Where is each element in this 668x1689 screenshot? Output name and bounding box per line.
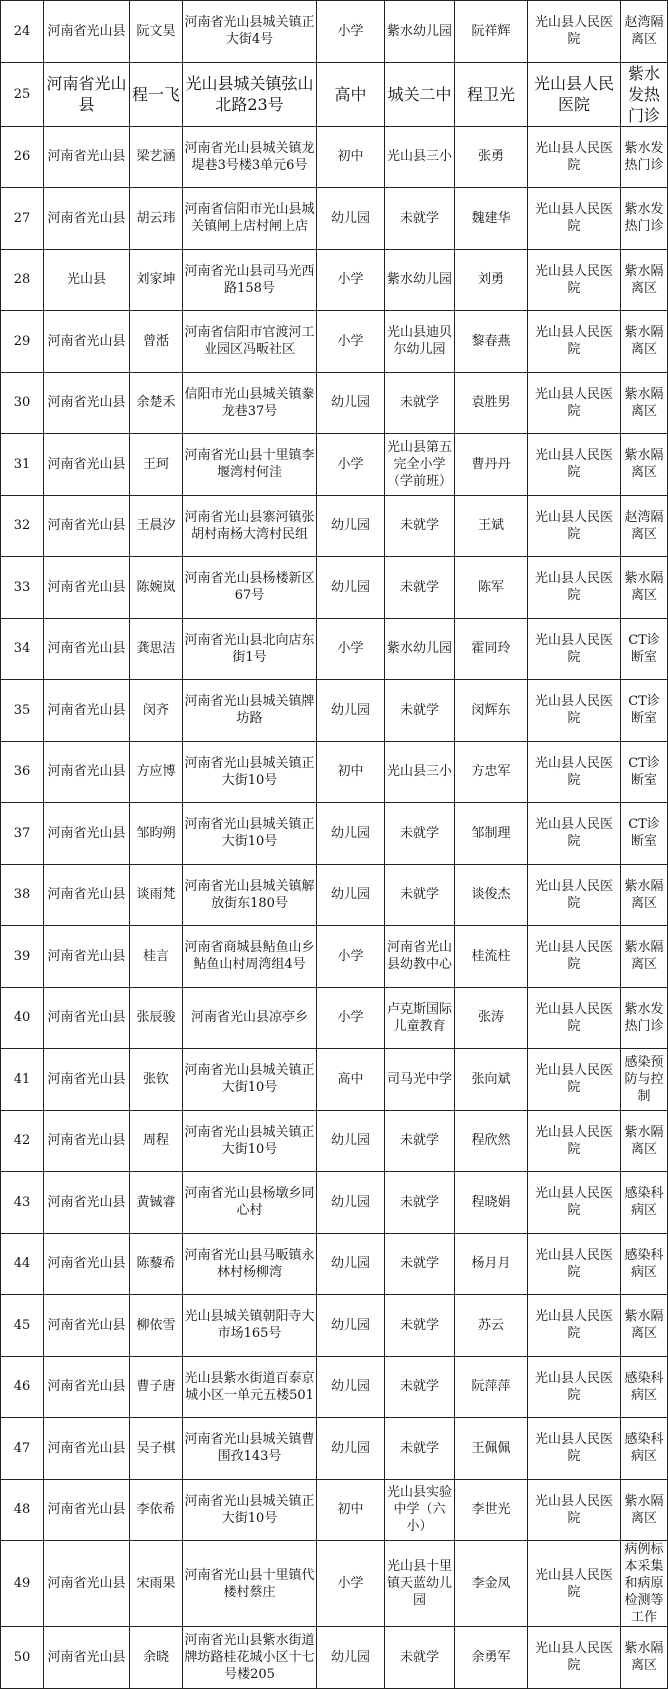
row-number: 46 [1,1356,44,1418]
school-cell: 未就学 [385,1110,455,1172]
home-address-cell: 河南省光山县凉亭乡 [183,987,317,1049]
home-address-cell: 河南省光山县北向店东街1号 [183,618,317,680]
address-cell: 河南省光山县 [44,926,130,988]
parent-name-cell: 刘勇 [455,249,528,311]
parent-name-cell: 张涛 [455,987,528,1049]
school-level-cell: 高中 [317,62,385,126]
row-number: 41 [1,1049,44,1111]
home-address-cell: 光山县城关镇朝阳寺大市场165号 [183,1295,317,1357]
school-cell: 未就学 [385,372,455,434]
school-level-cell: 幼儿园 [317,1233,385,1295]
parent-name-cell: 程晓娟 [455,1172,528,1234]
school-level-cell: 幼儿园 [317,188,385,250]
name-cell: 刘家坤 [130,249,183,311]
hospital-cell: 光山县人民医院 [528,987,621,1049]
school-level-cell: 幼儿园 [317,1356,385,1418]
department-cell: CT诊断室 [621,741,668,803]
table-row [1,434,668,496]
address-cell: 河南省光山县 [44,372,130,434]
school-level-cell: 幼儿园 [317,1110,385,1172]
address-cell: 河南省光山县 [44,987,130,1049]
table-row [1,126,668,188]
row-number: 28 [1,249,44,311]
home-address-cell: 河南省信阳市光山县城关镇闸上店村闸上店 [183,188,317,250]
school-level-cell: 幼儿园 [317,1295,385,1357]
parent-name-cell: 阮萍萍 [455,1356,528,1418]
department-cell: CT诊断室 [621,803,668,865]
table-row [1,188,668,250]
parent-name-cell: 程卫光 [455,62,528,126]
parent-name-cell: 王佩佩 [455,1418,528,1480]
row-number: 48 [1,1479,44,1541]
parent-name-cell: 张向斌 [455,1049,528,1111]
row-number: 34 [1,618,44,680]
row-number: 42 [1,1110,44,1172]
hospital-cell: 光山县人民医院 [528,434,621,496]
department-cell: 紫水隔离区 [621,1110,668,1172]
parent-name-cell: 李金凤 [455,1541,528,1627]
department-cell: 紫水隔离区 [621,1295,668,1357]
table-row [1,249,668,311]
department-cell: 紫水发热门诊 [621,126,668,188]
home-address-cell: 河南省光山县城关镇曹围孜143号 [183,1418,317,1480]
hospital-cell: 光山县人民医院 [528,311,621,373]
row-number: 30 [1,372,44,434]
row-number: 26 [1,126,44,188]
parent-name-cell: 阮祥辉 [455,1,528,63]
name-cell: 王珂 [130,434,183,496]
hospital-cell: 光山县人民医院 [528,741,621,803]
table-row [1,1172,668,1234]
school-level-cell: 幼儿园 [317,1627,385,1689]
address-cell: 河南省光山县 [44,1295,130,1357]
table-row [1,1627,668,1689]
name-cell: 阮文昊 [130,1,183,63]
school-level-cell: 幼儿园 [317,557,385,619]
address-cell: 河南省光山县 [44,62,130,126]
department-cell: 紫水发热门诊 [621,987,668,1049]
school-level-cell: 幼儿园 [317,1418,385,1480]
address-cell: 河南省光山县 [44,557,130,619]
hospital-cell: 光山县人民医院 [528,1627,621,1689]
name-cell: 梁艺涵 [130,126,183,188]
address-cell: 河南省光山县 [44,1110,130,1172]
hospital-cell: 光山县人民医院 [528,1110,621,1172]
table-row [1,1049,668,1111]
row-number: 29 [1,311,44,373]
school-level-cell: 小学 [317,249,385,311]
parent-name-cell: 陈军 [455,557,528,619]
school-level-cell: 初中 [317,126,385,188]
home-address-cell: 河南省光山县紫水街道牌坊路桂花城小区十七号楼205 [183,1627,317,1689]
home-address-cell: 河南省光山县城关镇正大街10号 [183,1110,317,1172]
hospital-cell: 光山县人民医院 [528,557,621,619]
row-number: 44 [1,1233,44,1295]
parent-name-cell: 邹制理 [455,803,528,865]
hospital-cell: 光山县人民医院 [528,1356,621,1418]
table-row [1,1356,668,1418]
school-cell: 司马光中学 [385,1049,455,1111]
school-level-cell: 幼儿园 [317,803,385,865]
address-cell: 河南省光山县 [44,680,130,742]
school-cell: 未就学 [385,495,455,557]
parent-name-cell: 王斌 [455,495,528,557]
department-cell: 赵湾隔离区 [621,495,668,557]
name-cell: 程一飞 [130,62,183,126]
parent-name-cell: 霍同玲 [455,618,528,680]
school-level-cell: 幼儿园 [317,680,385,742]
parent-name-cell: 魏建华 [455,188,528,250]
department-cell: 紫水隔离区 [621,434,668,496]
home-address-cell: 河南省光山县杨楼新区67号 [183,557,317,619]
home-address-cell: 河南省光山县杨墩乡同心村 [183,1172,317,1234]
hospital-cell: 光山县人民医院 [528,803,621,865]
name-cell: 张钦 [130,1049,183,1111]
home-address-cell: 河南省光山县马畈镇永林村杨柳湾 [183,1233,317,1295]
address-cell: 河南省光山县 [44,1541,130,1627]
home-address-cell: 河南省商城县鲇鱼山乡鲇鱼山村周湾组4号 [183,926,317,988]
name-cell: 方应博 [130,741,183,803]
table-row [1,1418,668,1480]
school-level-cell: 幼儿园 [317,1172,385,1234]
name-cell: 曹子唐 [130,1356,183,1418]
row-number: 43 [1,1172,44,1234]
school-cell: 紫水幼儿园 [385,1,455,63]
hospital-cell: 光山县人民医院 [528,1418,621,1480]
row-number: 33 [1,557,44,619]
table-row [1,62,668,126]
name-cell: 闵齐 [130,680,183,742]
parent-name-cell: 方忠军 [455,741,528,803]
table-row [1,987,668,1049]
school-cell: 光山县三小 [385,126,455,188]
hospital-cell: 光山县人民医院 [528,864,621,926]
school-cell: 紫水幼儿园 [385,249,455,311]
name-cell: 柳依雪 [130,1295,183,1357]
school-cell: 未就学 [385,1356,455,1418]
home-address-cell: 河南省光山县城关镇正大街10号 [183,803,317,865]
department-cell: 紫水隔离区 [621,311,668,373]
name-cell: 张辰骏 [130,987,183,1049]
school-level-cell: 幼儿园 [317,864,385,926]
school-level-cell: 幼儿园 [317,372,385,434]
table-row [1,1541,668,1627]
address-cell: 河南省光山县 [44,1172,130,1234]
hospital-cell: 光山县人民医院 [528,1172,621,1234]
row-number: 40 [1,987,44,1049]
school-cell: 未就学 [385,1295,455,1357]
address-cell: 河南省光山县 [44,311,130,373]
school-cell: 未就学 [385,803,455,865]
hospital-cell: 光山县人民医院 [528,1049,621,1111]
hospital-cell: 光山县人民医院 [528,1541,621,1627]
table-row [1,864,668,926]
name-cell: 王晨汐 [130,495,183,557]
address-cell: 河南省光山县 [44,1356,130,1418]
name-cell: 谈雨梵 [130,864,183,926]
name-cell: 桂言 [130,926,183,988]
table-row [1,1233,668,1295]
name-cell: 黄铖睿 [130,1172,183,1234]
school-cell: 光山县三小 [385,741,455,803]
row-number: 50 [1,1627,44,1689]
department-cell: 紫水隔离区 [621,864,668,926]
home-address-cell: 河南省光山县寨河镇张胡村南杨大湾村民组 [183,495,317,557]
hospital-cell: 光山县人民医院 [528,372,621,434]
school-level-cell: 小学 [317,311,385,373]
hospital-cell: 光山县人民医院 [528,62,621,126]
school-cell: 未就学 [385,188,455,250]
table-row [1,372,668,434]
department-cell: 赵湾隔离区 [621,1,668,63]
table-row [1,803,668,865]
school-level-cell: 小学 [317,926,385,988]
hospital-cell: 光山县人民医院 [528,1233,621,1295]
name-cell: 吴子棋 [130,1418,183,1480]
home-address-cell: 光山县城关镇弦山北路23号 [183,62,317,126]
table-row [1,1,668,63]
row-number: 32 [1,495,44,557]
home-address-cell: 河南省光山县城关镇正大街10号 [183,1049,317,1111]
school-cell: 未就学 [385,1172,455,1234]
table-row [1,926,668,988]
school-cell: 紫水幼儿园 [385,618,455,680]
department-cell: 感染科病区 [621,1356,668,1418]
row-number: 49 [1,1541,44,1627]
hospital-cell: 光山县人民医院 [528,495,621,557]
department-cell: 紫水发热门诊 [621,188,668,250]
department-cell: 紫水隔离区 [621,1479,668,1541]
school-cell: 未就学 [385,1627,455,1689]
home-address-cell: 河南省光山县城关镇正大街10号 [183,741,317,803]
home-address-cell: 河南省光山县十里镇代楼村蔡庄 [183,1541,317,1627]
name-cell: 龚思洁 [130,618,183,680]
hospital-cell: 光山县人民医院 [528,126,621,188]
row-number: 25 [1,62,44,126]
name-cell: 宋雨果 [130,1541,183,1627]
row-number: 47 [1,1418,44,1480]
school-cell: 未就学 [385,864,455,926]
school-cell: 卢克斯国际儿童教育 [385,987,455,1049]
address-cell: 河南省光山县 [44,126,130,188]
address-cell: 河南省光山县 [44,1418,130,1480]
department-cell: 紫水隔离区 [621,249,668,311]
parent-name-cell: 张勇 [455,126,528,188]
parent-name-cell: 谈俊杰 [455,864,528,926]
home-address-cell: 光山县紫水街道百泰京城小区一单元五楼501 [183,1356,317,1418]
row-number: 36 [1,741,44,803]
table-body [1,1,668,1689]
row-number: 39 [1,926,44,988]
parent-name-cell: 曹丹丹 [455,434,528,496]
hospital-cell: 光山县人民医院 [528,1295,621,1357]
school-level-cell: 幼儿园 [317,495,385,557]
home-address-cell: 河南省信阳市官渡河工业园区冯畈社区 [183,311,317,373]
parent-name-cell: 袁胜男 [455,372,528,434]
department-cell: 紫水发热门诊 [621,62,668,126]
home-address-cell: 河南省光山县城关镇牌坊路 [183,680,317,742]
address-cell: 河南省光山县 [44,864,130,926]
department-cell: CT诊断室 [621,680,668,742]
name-cell: 余楚禾 [130,372,183,434]
department-cell: 感染科病区 [621,1233,668,1295]
school-cell: 光山县实验中学（六小） [385,1479,455,1541]
department-cell: 病例标本采集和病原检测等工作 [621,1541,668,1627]
row-number: 38 [1,864,44,926]
row-number: 31 [1,434,44,496]
name-cell: 陈婉岚 [130,557,183,619]
department-cell: CT诊断室 [621,618,668,680]
school-cell: 光山县第五完全小学（学前班） [385,434,455,496]
row-number: 37 [1,803,44,865]
school-level-cell: 小学 [317,1,385,63]
school-cell: 未就学 [385,1418,455,1480]
address-cell: 河南省光山县 [44,618,130,680]
department-cell: 紫水隔离区 [621,557,668,619]
address-cell: 河南省光山县 [44,434,130,496]
school-cell: 河南省光山县幼教中心 [385,926,455,988]
row-number: 24 [1,1,44,63]
hospital-cell: 光山县人民医院 [528,188,621,250]
parent-name-cell: 李世光 [455,1479,528,1541]
row-number: 27 [1,188,44,250]
home-address-cell: 信阳市光山县城关镇豢龙巷37号 [183,372,317,434]
hospital-cell: 光山县人民医院 [528,680,621,742]
department-cell: 感染预防与控制 [621,1049,668,1111]
school-level-cell: 初中 [317,741,385,803]
parent-name-cell: 闵辉东 [455,680,528,742]
department-cell: 紫水隔离区 [621,372,668,434]
address-cell: 河南省光山县 [44,1,130,63]
hospital-cell: 光山县人民医院 [528,618,621,680]
address-cell: 河南省光山县 [44,803,130,865]
school-cell: 光山县迪贝尔幼儿园 [385,311,455,373]
address-cell: 河南省光山县 [44,1049,130,1111]
name-cell: 周程 [130,1110,183,1172]
department-cell: 感染科病区 [621,1418,668,1480]
parent-name-cell: 杨月月 [455,1233,528,1295]
parent-name-cell: 黎春燕 [455,311,528,373]
address-cell: 光山县 [44,249,130,311]
school-cell: 未就学 [385,680,455,742]
school-cell: 未就学 [385,1233,455,1295]
home-address-cell: 河南省光山县城关镇正大街4号 [183,1,317,63]
school-level-cell: 初中 [317,1479,385,1541]
table-row [1,741,668,803]
school-level-cell: 小学 [317,987,385,1049]
school-level-cell: 小学 [317,618,385,680]
table-row [1,1110,668,1172]
name-cell: 李依希 [130,1479,183,1541]
table-row [1,1479,668,1541]
name-cell: 曾湉 [130,311,183,373]
hospital-cell: 光山县人民医院 [528,249,621,311]
address-cell: 河南省光山县 [44,1627,130,1689]
row-number: 35 [1,680,44,742]
department-cell: 紫水隔离区 [621,926,668,988]
school-cell: 光山县十里镇天蓝幼儿园 [385,1541,455,1627]
table-row [1,618,668,680]
home-address-cell: 河南省光山县城关镇解放街东180号 [183,864,317,926]
address-cell: 河南省光山县 [44,1479,130,1541]
school-cell: 未就学 [385,557,455,619]
name-cell: 余晓 [130,1627,183,1689]
hospital-cell: 光山县人民医院 [528,1479,621,1541]
parent-name-cell: 程欣然 [455,1110,528,1172]
name-cell: 胡云玮 [130,188,183,250]
parent-name-cell: 桂流柱 [455,926,528,988]
table-row [1,1295,668,1357]
home-address-cell: 河南省光山县司马光西路158号 [183,249,317,311]
name-cell: 邹昀朔 [130,803,183,865]
address-cell: 河南省光山县 [44,741,130,803]
address-cell: 河南省光山县 [44,1233,130,1295]
table-row [1,495,668,557]
table-row [1,311,668,373]
school-level-cell: 高中 [317,1049,385,1111]
department-cell: 紫水隔离区 [621,1627,668,1689]
parent-name-cell: 余勇军 [455,1627,528,1689]
school-level-cell: 小学 [317,434,385,496]
home-address-cell: 河南省光山县十里镇李堰湾村何洼 [183,434,317,496]
home-address-cell: 河南省光山县城关镇正大街10号 [183,1479,317,1541]
address-cell: 河南省光山县 [44,495,130,557]
hospital-cell: 光山县人民医院 [528,1,621,63]
school-level-cell: 小学 [317,1541,385,1627]
department-cell: 感染科病区 [621,1172,668,1234]
home-address-cell: 河南省光山县城关镇龙堤巷3号楼3单元6号 [183,126,317,188]
parent-name-cell: 苏云 [455,1295,528,1357]
school-cell: 城关二中 [385,62,455,126]
name-cell: 陈藜希 [130,1233,183,1295]
table-row [1,680,668,742]
address-cell: 河南省光山县 [44,188,130,250]
row-number: 45 [1,1295,44,1357]
hospital-cell: 光山县人民医院 [528,926,621,988]
table-row [1,557,668,619]
